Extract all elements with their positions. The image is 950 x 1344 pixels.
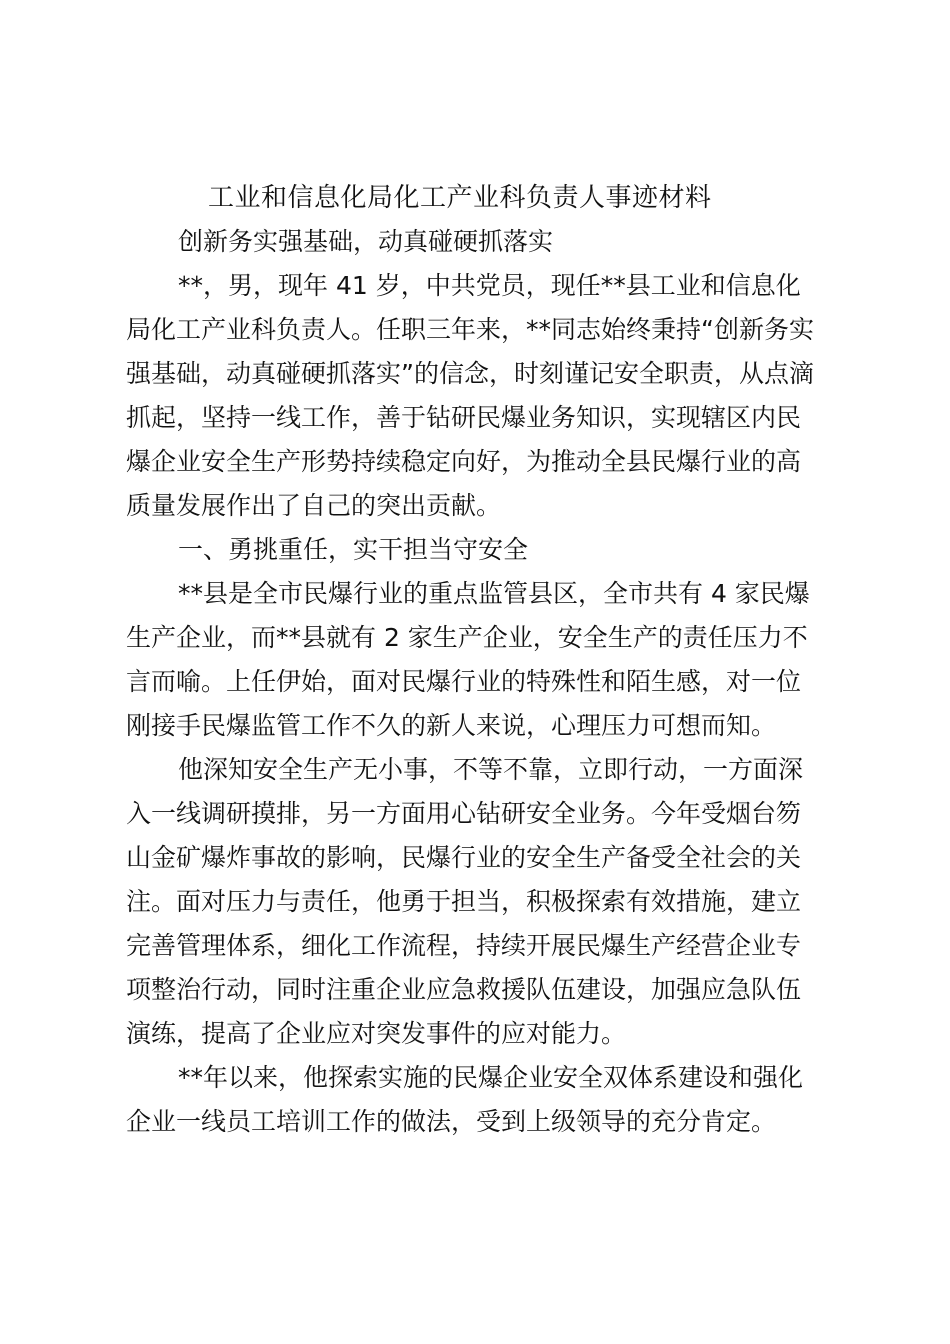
document-title: 工业和信息化局化工产业科负责人事迹材料 [208,183,712,213]
document-subtitle [126,220,826,264]
body-paragraph [126,748,826,1056]
text-line: 企业一线员工培训工作的做法，受到上级领导的充分肯定。 [126,1107,777,1136]
text-line: 强基础，动真碰硬抓落实”的信念，时刻谨记安全职责，从点滴 [126,359,814,388]
subtitle-line: 创新务实强基础，动真碰硬抓落实 [178,227,554,256]
text-line: 爆企业安全生产形势持续稳定向好，为推动全县民爆行业的高 [126,447,802,476]
text-line: 刚接手民爆监管工作不久的新人来说，心理压力可想而知。 [126,711,777,740]
intro-paragraph [126,264,826,528]
text-line: 抓起，坚持一线工作，善于钻研民爆业务知识，实现辖区内民 [126,403,802,432]
text-line: 完善管理体系，细化工作流程，持续开展民爆生产经营企业专 [126,931,802,960]
text-line: 入一线调研摸排，另一方面用心钻研安全业务。今年受烟台笏 [126,799,802,828]
body-paragraph [126,572,826,748]
text-line: 山金矿爆炸事故的影响，民爆行业的安全生产备受全社会的关 [126,843,802,872]
body-paragraph [126,1056,826,1144]
text-line: **县是全市民爆行业的重点监管县区，全市共有 4 家民爆 [178,579,810,608]
text-line: 质量发展作出了自己的突出贡献。 [126,491,502,520]
heading-line: 一、勇挑重任，实干担当守安全 [178,535,529,564]
text-line: **，男，现年 41 岁，中共党员，现任**县工业和信息化 [178,271,801,300]
text-line: 他深知安全生产无小事，不等不靠，立即行动，一方面深 [178,755,804,784]
section-heading [126,528,826,572]
text-line: 生产企业，而**县就有 2 家生产企业，安全生产的责任压力不 [126,623,808,652]
text-line: **年以来，他探索实施的民爆企业安全双体系建设和强化 [178,1063,804,1092]
text-line: 注。面对压力与责任，他勇于担当，积极探索有效措施，建立 [126,887,802,916]
text-line: 局化工产业科负责人。任职三年来，**同志始终秉持“创新务实 [126,315,814,344]
text-line: 言而喻。上任伊始，面对民爆行业的特殊性和陌生感，对一位 [126,667,802,696]
text-line: 演练，提高了企业应对突发事件的应对能力。 [126,1019,627,1048]
document-body [126,176,826,1144]
text-line: 项整治行动，同时注重企业应急救援队伍建设，加强应急队伍 [126,975,802,1004]
